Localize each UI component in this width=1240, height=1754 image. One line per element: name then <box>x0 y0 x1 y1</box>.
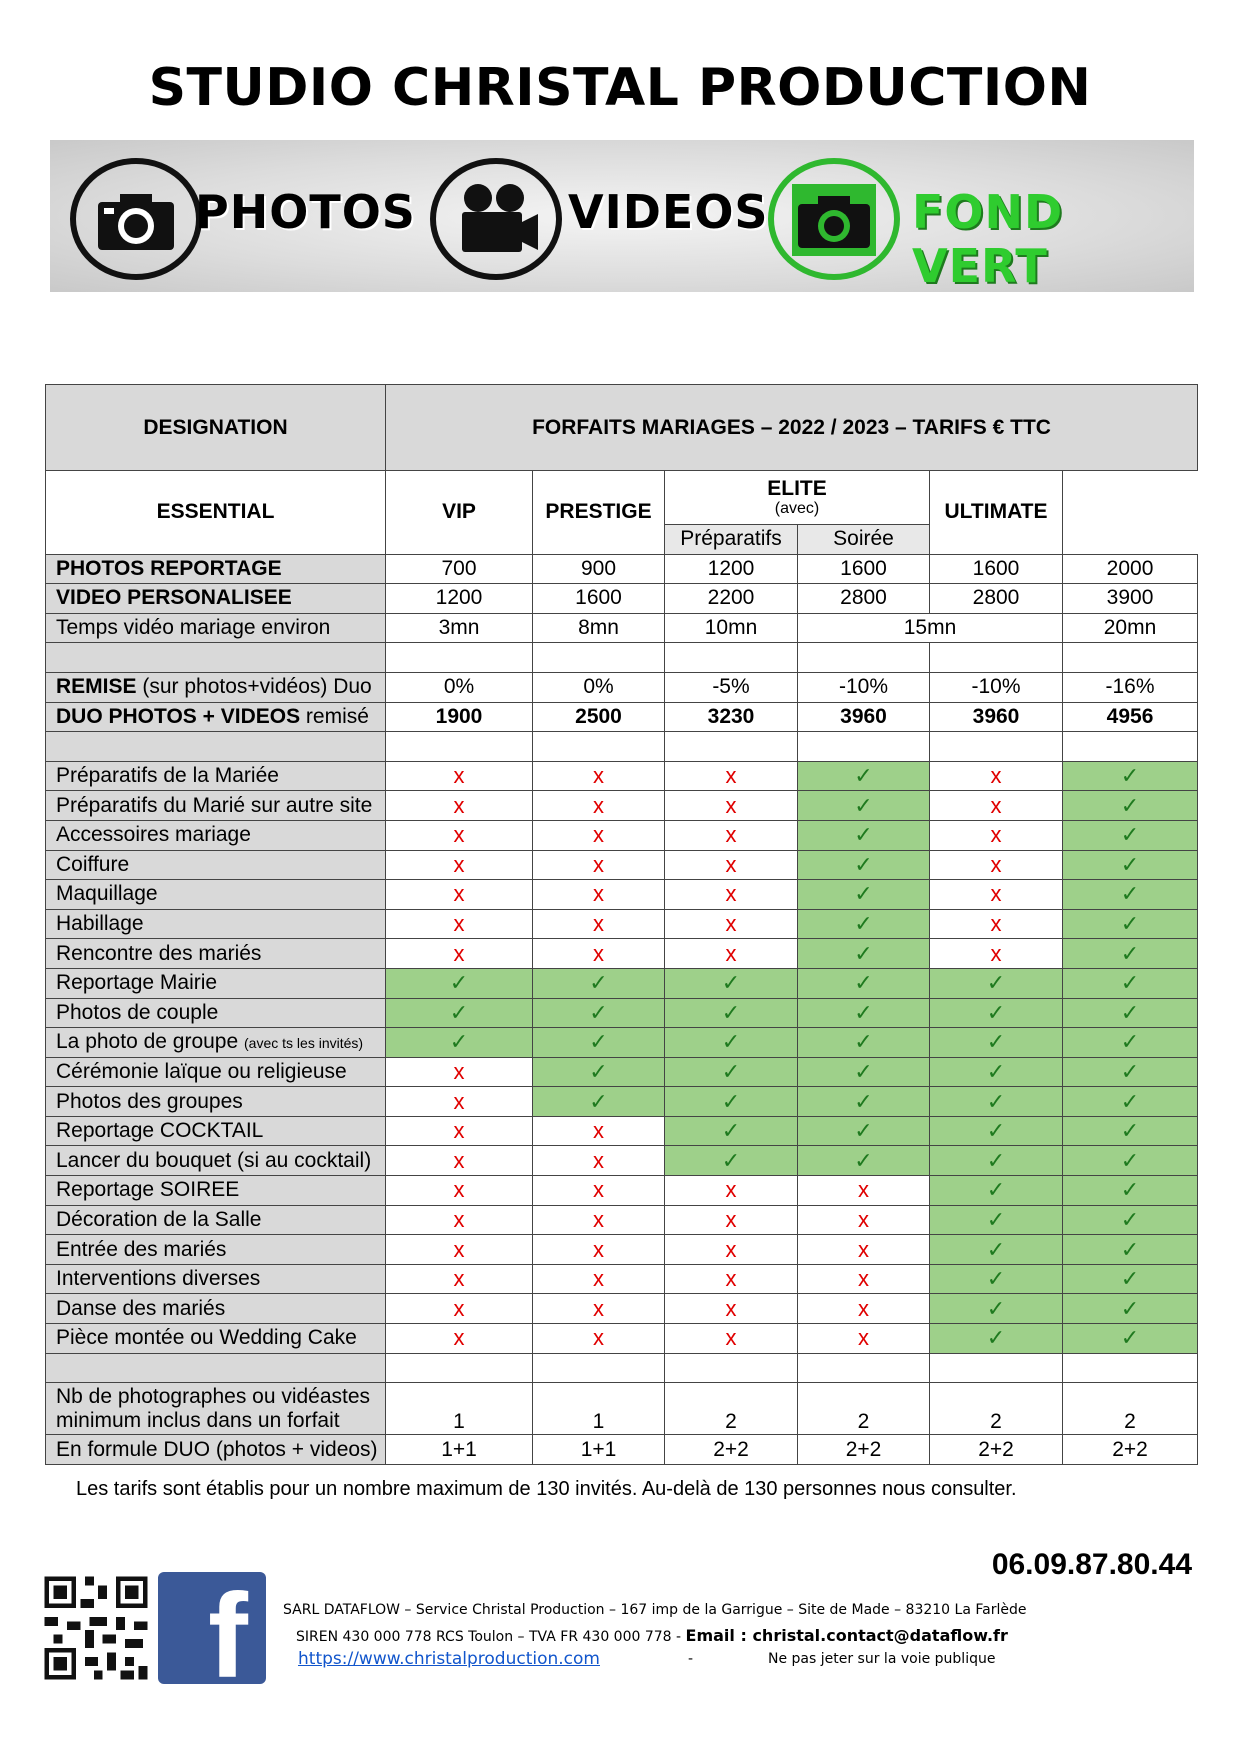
feature-row <box>46 820 1198 850</box>
check-icon: ✓ <box>930 1235 1063 1265</box>
check-icon: ✓ <box>665 1087 798 1117</box>
features-body <box>46 761 1198 1353</box>
row-label: PHOTOS REPORTAGE <box>46 554 386 584</box>
cell: 2 <box>1063 1383 1198 1435</box>
pricing-table <box>45 384 1198 1465</box>
cell: 2500 <box>533 702 665 732</box>
feature-label: Lancer du bouquet (si au cocktail) <box>46 1146 386 1176</box>
feature-label: La photo de groupe (avec ts les invités) <box>46 1028 386 1058</box>
row-label: Nb de photographes ou vidéastes minimum inclus dans un forfait <box>46 1383 386 1435</box>
spacer-row <box>46 732 1198 762</box>
cell: 700 <box>386 554 533 584</box>
check-icon: ✓ <box>930 1057 1063 1087</box>
check-icon: ✓ <box>1063 850 1198 880</box>
facebook-icon[interactable]: f <box>158 1572 266 1684</box>
row-label: REMISE (sur photos+vidéos) Duo <box>46 672 386 702</box>
check-icon: ✓ <box>930 1087 1063 1117</box>
cross-icon: x <box>930 820 1063 850</box>
feature-row <box>46 791 1198 821</box>
cross-icon: x <box>386 1176 533 1206</box>
footer-links <box>298 1649 1198 1669</box>
cross-icon: x <box>533 880 665 910</box>
green-screen-camera-icon <box>768 158 900 280</box>
feature-row <box>46 1294 1198 1324</box>
cross-icon: x <box>665 1176 798 1206</box>
check-icon: ✓ <box>798 1146 930 1176</box>
banner-label-photos: PHOTOS <box>195 185 416 239</box>
check-icon: ✓ <box>386 1028 533 1058</box>
cross-icon: x <box>533 761 665 791</box>
feature-label: Cérémonie laïque ou religieuse <box>46 1057 386 1087</box>
qr-code-icon <box>40 1572 152 1684</box>
cell: 2800 <box>798 584 930 614</box>
cross-icon: x <box>386 1205 533 1235</box>
cell: 2 <box>798 1383 930 1435</box>
cross-icon: x <box>930 791 1063 821</box>
feature-label: Rencontre des mariés <box>46 939 386 969</box>
page-title: STUDIO CHRISTAL PRODUCTION <box>148 58 1092 118</box>
check-icon: ✓ <box>798 1028 930 1058</box>
cell: 3mn <box>386 613 533 643</box>
row-photographes <box>46 1383 1198 1435</box>
cross-icon: x <box>533 1294 665 1324</box>
cross-icon: x <box>665 880 798 910</box>
col-ultimate: ULTIMATE <box>930 471 1063 555</box>
feature-label: Coiffure <box>46 850 386 880</box>
row-label: Temps vidéo mariage environ <box>46 613 386 643</box>
check-icon: ✓ <box>1063 880 1198 910</box>
cross-icon: x <box>665 850 798 880</box>
camera-icon <box>70 158 202 280</box>
check-icon: ✓ <box>930 1116 1063 1146</box>
cross-icon: x <box>665 1264 798 1294</box>
cell: 3230 <box>665 702 798 732</box>
cell: 3960 <box>930 702 1063 732</box>
feature-row <box>46 1205 1198 1235</box>
check-icon: ✓ <box>1063 998 1198 1028</box>
feature-label: Reportage SOIREE <box>46 1176 386 1206</box>
check-icon: ✓ <box>1063 1057 1198 1087</box>
cross-icon: x <box>930 850 1063 880</box>
cross-icon: x <box>386 1116 533 1146</box>
feature-row <box>46 850 1198 880</box>
cross-icon: x <box>665 791 798 821</box>
check-icon: ✓ <box>798 939 930 969</box>
check-icon: ✓ <box>1063 1116 1198 1146</box>
feature-row <box>46 1028 1198 1058</box>
check-icon: ✓ <box>798 820 930 850</box>
check-icon: ✓ <box>1063 909 1198 939</box>
cell: 2+2 <box>1063 1435 1198 1465</box>
check-icon: ✓ <box>1063 1205 1198 1235</box>
cross-icon: x <box>386 1264 533 1294</box>
check-icon: ✓ <box>1063 761 1198 791</box>
cross-icon: x <box>386 939 533 969</box>
cell: -10% <box>798 672 930 702</box>
check-icon: ✓ <box>665 1116 798 1146</box>
feature-label: Photos des groupes <box>46 1087 386 1117</box>
row-duo-photos-videos <box>46 702 1198 732</box>
check-icon: ✓ <box>1063 820 1198 850</box>
check-icon: ✓ <box>798 968 930 998</box>
cross-icon: x <box>386 820 533 850</box>
check-icon: ✓ <box>930 1294 1063 1324</box>
email-link[interactable]: Email : christal.contact@dataflow.fr <box>685 1626 1008 1645</box>
row-label: En formule DUO (photos + videos) <box>46 1435 386 1465</box>
feature-row <box>46 939 1198 969</box>
forfaits-header: FORFAITS MARIAGES – 2022 / 2023 – TARIFS € TTC <box>386 385 1198 471</box>
cell: 900 <box>533 554 665 584</box>
spacer-row <box>46 643 1198 673</box>
check-icon: ✓ <box>665 998 798 1028</box>
check-icon: ✓ <box>533 998 665 1028</box>
feature-label: Entrée des mariés <box>46 1235 386 1265</box>
cross-icon: x <box>665 1294 798 1324</box>
col-elite-label: ELITE <box>767 477 827 501</box>
cross-icon: x <box>665 1235 798 1265</box>
cell: 3900 <box>1063 584 1198 614</box>
feature-row <box>46 1235 1198 1265</box>
check-icon: ✓ <box>930 1176 1063 1206</box>
cross-icon: x <box>798 1324 930 1354</box>
check-icon: ✓ <box>798 1057 930 1087</box>
cell: 10mn <box>665 613 798 643</box>
cross-icon: x <box>533 791 665 821</box>
feature-row <box>46 1087 1198 1117</box>
cell: 20mn <box>1063 613 1198 643</box>
check-icon: ✓ <box>1063 1264 1198 1294</box>
check-icon: ✓ <box>1063 1087 1198 1117</box>
check-icon: ✓ <box>930 1264 1063 1294</box>
cross-icon: x <box>386 761 533 791</box>
check-icon: ✓ <box>798 909 930 939</box>
feature-label: Accessoires mariage <box>46 820 386 850</box>
feature-row <box>46 1116 1198 1146</box>
check-icon: ✓ <box>533 968 665 998</box>
feature-row <box>46 1146 1198 1176</box>
cross-icon: x <box>798 1264 930 1294</box>
check-icon: ✓ <box>533 1057 665 1087</box>
cell: 1600 <box>533 584 665 614</box>
cell: 2+2 <box>930 1435 1063 1465</box>
feature-row <box>46 968 1198 998</box>
check-icon: ✓ <box>930 1146 1063 1176</box>
cross-icon: x <box>533 1146 665 1176</box>
cross-icon: x <box>665 909 798 939</box>
cross-icon: x <box>798 1205 930 1235</box>
check-icon: ✓ <box>665 1057 798 1087</box>
phone-number: 06.09.87.80.44 <box>991 1548 1192 1581</box>
cross-icon: x <box>386 909 533 939</box>
cell: -10% <box>930 672 1063 702</box>
check-icon: ✓ <box>930 1324 1063 1354</box>
separator: - <box>688 1651 694 1667</box>
check-icon: ✓ <box>1063 968 1198 998</box>
cross-icon: x <box>386 1235 533 1265</box>
feature-label: Maquillage <box>46 880 386 910</box>
col-elite-soiree: Soirée <box>798 525 930 555</box>
row-label: VIDEO PERSONALISEE <box>46 584 386 614</box>
check-icon: ✓ <box>798 1116 930 1146</box>
cross-icon: x <box>798 1294 930 1324</box>
feature-label: Préparatifs de la Mariée <box>46 761 386 791</box>
cross-icon: x <box>665 1324 798 1354</box>
col-essential: ESSENTIAL <box>46 471 386 555</box>
check-icon: ✓ <box>930 1205 1063 1235</box>
cross-icon: x <box>533 909 665 939</box>
cross-icon: x <box>930 939 1063 969</box>
cell: 2+2 <box>665 1435 798 1465</box>
feature-label: Décoration de la Salle <box>46 1205 386 1235</box>
cell: 1+1 <box>386 1435 533 1465</box>
col-elite-sub: (avec) <box>774 500 820 518</box>
feature-label: Habillage <box>46 909 386 939</box>
check-icon: ✓ <box>1063 939 1198 969</box>
cross-icon: x <box>386 791 533 821</box>
feature-row <box>46 1057 1198 1087</box>
website-link[interactable]: https://www.christalproduction.com <box>298 1649 600 1669</box>
check-icon: ✓ <box>798 880 930 910</box>
row-label: DUO PHOTOS + VIDEOS remisé <box>46 702 386 732</box>
col-vip: VIP <box>386 471 533 555</box>
cross-icon: x <box>665 1205 798 1235</box>
cross-icon: x <box>665 820 798 850</box>
row-formule-duo <box>46 1435 1198 1465</box>
col-prestige: PRESTIGE <box>533 471 665 555</box>
check-icon: ✓ <box>930 1028 1063 1058</box>
row-remise <box>46 672 1198 702</box>
col-elite-preparatifs: Préparatifs <box>665 525 798 555</box>
cell: 8mn <box>533 613 665 643</box>
cross-icon: x <box>533 850 665 880</box>
cross-icon: x <box>386 1324 533 1354</box>
services-banner <box>50 140 1194 292</box>
cell: 0% <box>386 672 533 702</box>
feature-row <box>46 1324 1198 1354</box>
cross-icon: x <box>386 850 533 880</box>
feature-row <box>46 998 1198 1028</box>
no-litter-note: Ne pas jeter sur la voie publique <box>768 1651 996 1667</box>
check-icon: ✓ <box>665 1146 798 1176</box>
check-icon: ✓ <box>665 1028 798 1058</box>
check-icon: ✓ <box>533 1087 665 1117</box>
cross-icon: x <box>533 1205 665 1235</box>
cross-icon: x <box>386 1294 533 1324</box>
cell: 2800 <box>930 584 1063 614</box>
banner-label-fond-vert: FOND VERT <box>912 185 1064 293</box>
col-elite <box>665 471 930 525</box>
cross-icon: x <box>386 1146 533 1176</box>
cell: 4956 <box>1063 702 1198 732</box>
check-icon: ✓ <box>665 968 798 998</box>
cell: 1+1 <box>533 1435 665 1465</box>
row-photos-reportage <box>46 554 1198 584</box>
check-icon: ✓ <box>798 1087 930 1117</box>
cross-icon: x <box>386 1057 533 1087</box>
cross-icon: x <box>533 1264 665 1294</box>
cell: 1600 <box>930 554 1063 584</box>
feature-label: Photos de couple <box>46 998 386 1028</box>
cell: 1200 <box>386 584 533 614</box>
check-icon: ✓ <box>798 850 930 880</box>
check-icon: ✓ <box>1063 1294 1198 1324</box>
feature-row <box>46 1176 1198 1206</box>
cross-icon: x <box>665 939 798 969</box>
cell: -5% <box>665 672 798 702</box>
cross-icon: x <box>533 1116 665 1146</box>
pricing-note: Les tarifs sont établis pour un nombre maximum de 130 invités. Au-delà de 130 personnes nous consulter. <box>76 1478 1017 1500</box>
feature-row <box>46 1264 1198 1294</box>
check-icon: ✓ <box>798 791 930 821</box>
cross-icon: x <box>798 1176 930 1206</box>
check-icon: ✓ <box>1063 1324 1198 1354</box>
cross-icon: x <box>386 880 533 910</box>
cross-icon: x <box>930 761 1063 791</box>
cell: 2 <box>665 1383 798 1435</box>
cross-icon: x <box>798 1235 930 1265</box>
cell: 1900 <box>386 702 533 732</box>
check-icon: ✓ <box>1063 1235 1198 1265</box>
cell: 1 <box>533 1383 665 1435</box>
feature-row <box>46 880 1198 910</box>
cell: -16% <box>1063 672 1198 702</box>
row-video-personalisee <box>46 584 1198 614</box>
feature-row <box>46 761 1198 791</box>
cell: 15mn <box>798 613 1063 643</box>
row-temps-video <box>46 613 1198 643</box>
cell: 1200 <box>665 554 798 584</box>
cross-icon: x <box>533 820 665 850</box>
cell: 2+2 <box>798 1435 930 1465</box>
check-icon: ✓ <box>1063 1028 1198 1058</box>
cross-icon: x <box>386 1087 533 1117</box>
cell: 2 <box>930 1383 1063 1435</box>
cross-icon: x <box>533 1176 665 1206</box>
cross-icon: x <box>533 939 665 969</box>
feature-label: Reportage Mairie <box>46 968 386 998</box>
cross-icon: x <box>930 909 1063 939</box>
check-icon: ✓ <box>1063 1146 1198 1176</box>
feature-label: Danse des mariés <box>46 1294 386 1324</box>
feature-label: Préparatifs du Marié sur autre site <box>46 791 386 821</box>
check-icon: ✓ <box>798 761 930 791</box>
feature-label: Reportage COCKTAIL <box>46 1116 386 1146</box>
cross-icon: x <box>665 761 798 791</box>
cross-icon: x <box>533 1235 665 1265</box>
feature-label: Interventions diverses <box>46 1264 386 1294</box>
check-icon: ✓ <box>386 968 533 998</box>
feature-label: Pièce montée ou Wedding Cake <box>46 1324 386 1354</box>
spacer-row <box>46 1353 1198 1383</box>
cell: 0% <box>533 672 665 702</box>
check-icon: ✓ <box>930 998 1063 1028</box>
banner-label-videos: VIDEOS <box>568 185 769 239</box>
feature-row <box>46 909 1198 939</box>
check-icon: ✓ <box>798 998 930 1028</box>
check-icon: ✓ <box>386 998 533 1028</box>
cell: 3960 <box>798 702 930 732</box>
video-camera-icon <box>430 158 562 280</box>
designation-header: DESIGNATION <box>46 385 386 471</box>
cell: 2200 <box>665 584 798 614</box>
check-icon: ✓ <box>1063 1176 1198 1206</box>
check-icon: ✓ <box>533 1028 665 1058</box>
cell: 1 <box>386 1383 533 1435</box>
check-icon: ✓ <box>1063 791 1198 821</box>
cell: 1600 <box>798 554 930 584</box>
cell: 2000 <box>1063 554 1198 584</box>
cross-icon: x <box>533 1324 665 1354</box>
company-registration: SIREN 430 000 778 RCS Toulon – TVA FR 430 000 778 - Email : christal.contact@dataflow.fr <box>296 1626 1008 1645</box>
company-address: SARL DATAFLOW – Service Christal Production – 167 imp de la Garrigue – Site de Made – 83210 La Farlède <box>283 1602 1027 1618</box>
check-icon: ✓ <box>930 968 1063 998</box>
cross-icon: x <box>930 880 1063 910</box>
